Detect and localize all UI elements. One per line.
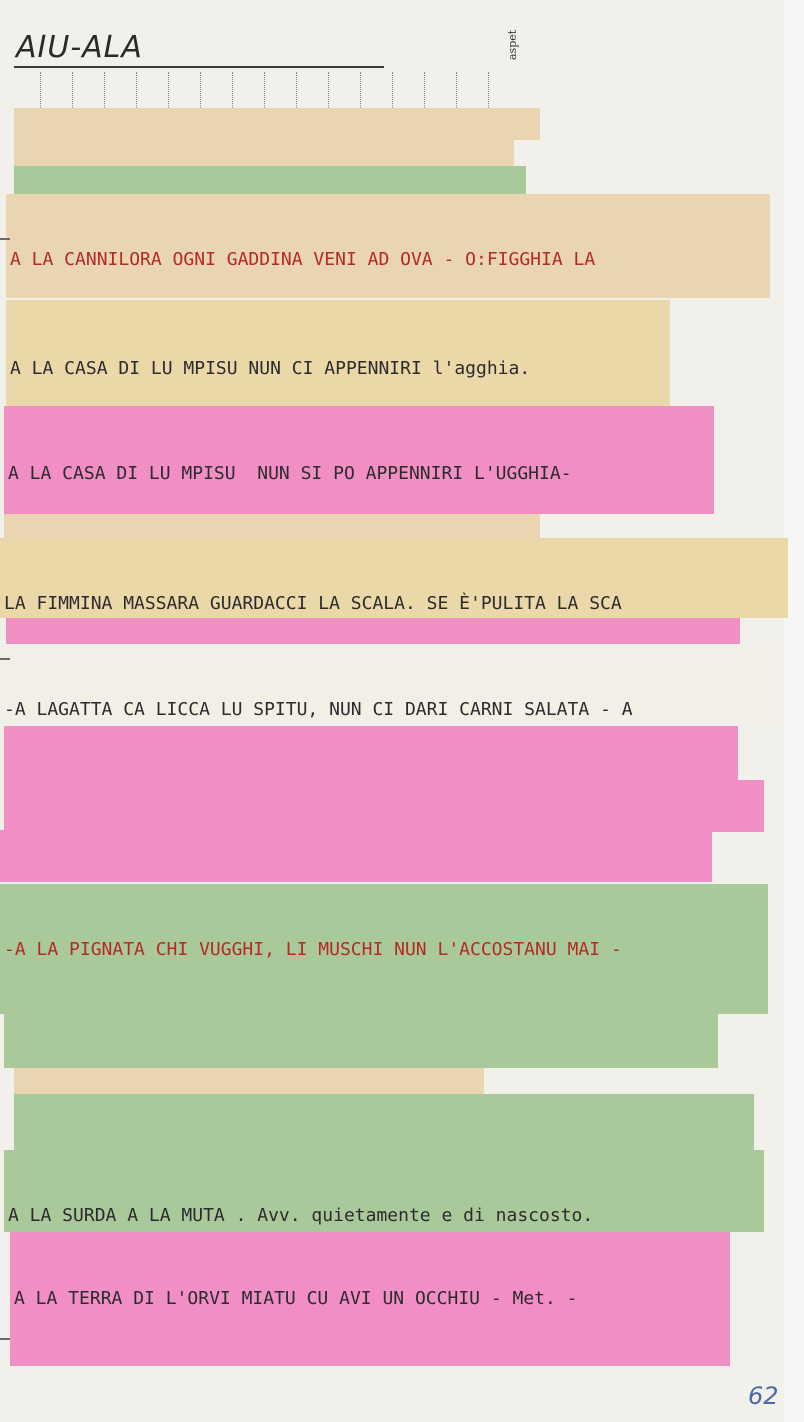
entry-strip [0, 644, 784, 722]
entry-line: -A LAGATTA CA LICCA LU SPITU, NUN CI DARI CARNI SALATA - A [4, 699, 633, 720]
margin-mark [0, 1338, 10, 1340]
entry-strip [0, 884, 768, 1014]
entry-strip [4, 780, 764, 832]
margin-mark [0, 658, 10, 660]
entry-strip [6, 300, 670, 406]
entry-strip [10, 1232, 730, 1366]
entry-line: -A LA PIGNATA CHI VUGGHI, LI MUSCHI NUN L'ACCOSTANU MAI - [4, 939, 622, 960]
entry-line: A LA TERRA DI L'ORVI MIATU CU AVI UN OCCHIU - Met. - [14, 1288, 578, 1309]
entry-strip [14, 1068, 484, 1096]
page-number: 62 [748, 1382, 779, 1410]
entry-line: A LA CANNILORA OGNI GADDINA VENI AD OVA - O:FIGGHIA LA [10, 249, 596, 270]
side-note: aspet [506, 29, 519, 60]
entry-line: A LA CASA DI LU MPISU NUN CI APPENNIRI l'agghia. [10, 358, 531, 379]
entry-strip [6, 618, 740, 646]
entry-line: LA FIMMINA MASSARA GUARDACCI LA SCALA. SE È'PULITA LA SCA [4, 593, 622, 614]
entry-strip [0, 538, 788, 618]
entry-strip [0, 830, 712, 882]
entry-line: A LA SURDA A LA MUTA . Avv. quietamente e di nascosto. [8, 1205, 594, 1226]
entry-strip [14, 1094, 754, 1150]
entry-strip [4, 726, 738, 780]
entry-line: A LA CASA DI LU MPISU NUN SI PO APPENNIRI L'UGGHIA- [8, 463, 572, 484]
title-underline [14, 66, 384, 68]
page-title: AIU-ALA [16, 30, 143, 65]
entry-strip [6, 194, 770, 298]
entry-strip [14, 138, 514, 168]
entry-strip [4, 1150, 764, 1232]
margin-mark [0, 238, 10, 240]
entry-strip [4, 406, 714, 514]
page-edge [784, 0, 804, 1422]
ruler-dots [40, 72, 510, 110]
entry-strip [14, 108, 540, 140]
entry-strip [14, 166, 526, 196]
entry-line [14, 1364, 730, 1366]
entry-strip [4, 1012, 718, 1068]
